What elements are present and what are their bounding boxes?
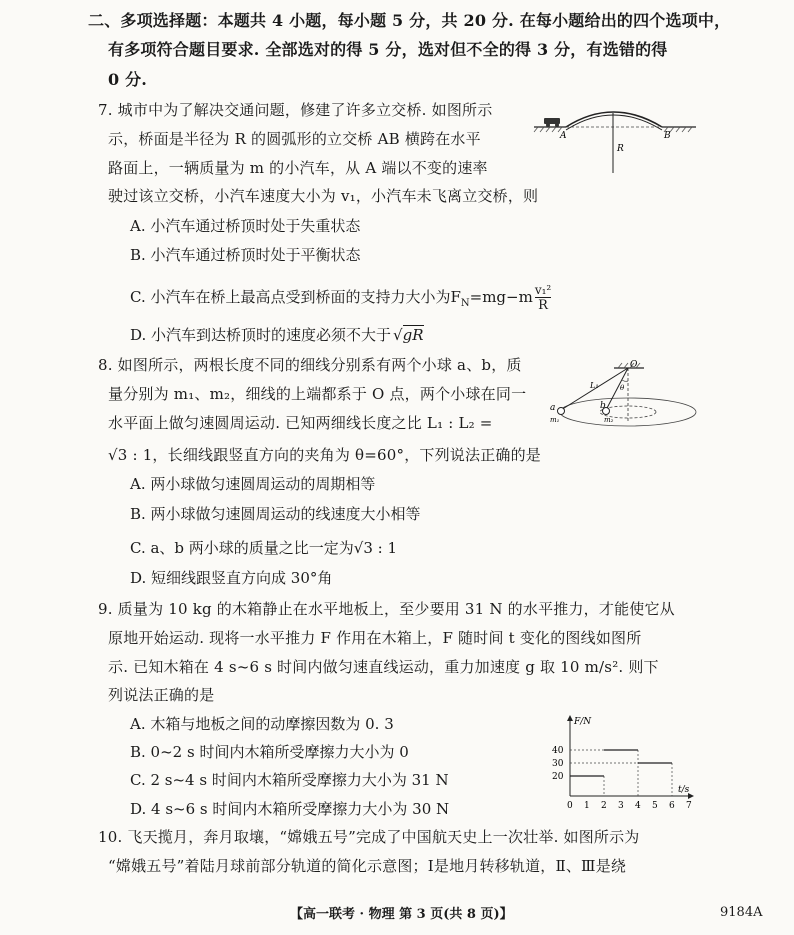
bridge-label-r: R	[617, 144, 624, 154]
xtick-1: 1	[584, 801, 590, 811]
q7-option-a: A. 小汽车通过桥顶时处于失重状态	[130, 217, 361, 235]
q7-sub-n: N	[460, 298, 470, 309]
q9-option-a: A. 木箱与地板之间的动摩擦因数为 0. 3	[130, 715, 394, 733]
fig-label-m2: m₂	[604, 416, 614, 424]
q10-stem-line1: 10. 飞天揽月，奔月取壤，“嫦娥五号”完成了中国航天史上一次壮举. 如图所示为	[98, 828, 640, 846]
q8-stem-line3: 水平面上做匀速圆周运动. 已知两细线长度之比 L₁ : L₂ =	[108, 414, 493, 432]
q8-stem-line4: √3 : 1，长细线跟竖直方向的夹角为 θ=60°，下列说法正确的是	[108, 446, 541, 464]
ytick-30: 30	[552, 759, 564, 769]
fig-label-l1: L₁	[590, 381, 599, 390]
exam-code: 9184A	[720, 905, 763, 920]
fig-label-o: O	[630, 360, 638, 370]
q8-option-b: B. 两小球做匀速圆周运动的线速度大小相等	[130, 505, 421, 523]
fig-label-b: b	[600, 401, 606, 411]
section-instructions-end: 0 分.	[108, 70, 148, 89]
q7-stem-line3: 路面上，一辆质量为 m 的小汽车，从 A 端以不变的速率	[108, 159, 488, 177]
q8-option-a: A. 两小球做匀速圆周运动的周期相等	[130, 475, 376, 493]
xtick-5: 5	[652, 801, 658, 811]
bridge-label-a: A	[560, 131, 567, 141]
section-instructions: 有多项符合题目要求. 全部选对的得 5 分，选对但不全的得 3 分，有选错的得	[108, 40, 668, 59]
xtick-4: 4	[635, 801, 641, 811]
q9-stem-line2: 原地开始运动. 现将一水平推力 F 作用在木箱上，F 随时间 t 变化的图线如图所	[108, 629, 642, 647]
q7-frac-den: R	[538, 298, 548, 313]
q8-option-c: C. a、b 两小球的质量之比一定为√3 : 1	[130, 539, 398, 557]
pendulum-figure	[548, 360, 698, 440]
graph-xlabel: t/s	[678, 785, 690, 795]
q7-frac-num: v₁²	[534, 283, 552, 297]
graph-ylabel: F/N	[574, 717, 592, 727]
page-footer: 【高一联考 · 物理 第 3 页(共 8 页)】	[290, 907, 513, 922]
q7-stem-line2: 示，桥面是半径为 R 的圆弧形的立交桥 AB 横跨在水平	[108, 130, 481, 148]
ytick-40: 40	[552, 746, 564, 756]
fig-label-m1: m₁	[550, 416, 560, 424]
q7-sqrt-gr: gR	[402, 326, 424, 344]
q8-stem-line1: 8. 如图所示，两根长度不同的细线分别系有两个小球 a、b，质	[98, 356, 522, 374]
force-time-graph	[548, 712, 698, 812]
q7-option-b: B. 小汽车通过桥顶时处于平衡状态	[130, 246, 361, 264]
q9-option-c: C. 2 s~4 s 时间内木箱所受摩擦力大小为 31 N	[130, 771, 449, 789]
xtick-2: 2	[601, 801, 607, 811]
xtick-0: 0	[567, 801, 573, 811]
xtick-3: 3	[618, 801, 624, 811]
xtick-7: 7	[686, 801, 692, 811]
bridge-label-b: B	[664, 131, 671, 141]
section-heading: 二、多项选择题：本题共 4 小题，每小题 5 分，共 20 分. 在每小题给出的四个选项中，	[88, 11, 731, 30]
q9-option-b: B. 0~2 s 时间内木箱所受摩擦力大小为 0	[130, 743, 409, 761]
q7-stem-line4: 驶过该立交桥，小汽车速度大小为 v₁，小汽车未飞离立交桥，则	[108, 187, 539, 205]
q9-stem-line1: 9. 质量为 10 kg 的木箱静止在水平地板上，至少要用 31 N 的水平推力，才能使它从	[98, 600, 675, 618]
q7-option-c: C. 小汽车在桥上最高点受到桥面的支持力大小为$F_N=mg-m$ $\frac{\text{v₁²}}{R}$	[130, 283, 552, 313]
q7-option-d: D. 小汽车到达桥顶时的速度必须不大于 √gR	[130, 326, 424, 344]
q9-stem-line4: 列说法正确的是	[108, 686, 215, 704]
q9-option-d: D. 4 s~6 s 时间内木箱所受摩擦力大小为 30 N	[130, 800, 450, 818]
xtick-6: 6	[669, 801, 675, 811]
q7-stem-line1: 7. 城市中为了解决交通问题，修建了许多立交桥. 如图所示	[98, 101, 493, 119]
fig-label-a: a	[550, 403, 556, 413]
ytick-20: 20	[552, 772, 564, 782]
q9-stem-line3: 示. 已知木箱在 4 s~6 s 时间内做匀速直线运动，重力加速度 g 取 10 m/s². 则下	[108, 658, 659, 676]
q8-stem-line2: 量分别为 m₁、m₂，细线的上端都系于 O 点，两个小球在同一	[108, 385, 527, 403]
q8-option-d: D. 短细线跟竖直方向成 30°角	[130, 569, 333, 587]
q10-stem-line2: “嫦娥五号”着陆月球前部分轨道的简化示意图；Ⅰ是地月转移轨道，Ⅱ、Ⅲ是绕	[108, 857, 627, 875]
fig-label-theta: θ	[620, 384, 625, 392]
bridge-figure	[530, 105, 700, 180]
